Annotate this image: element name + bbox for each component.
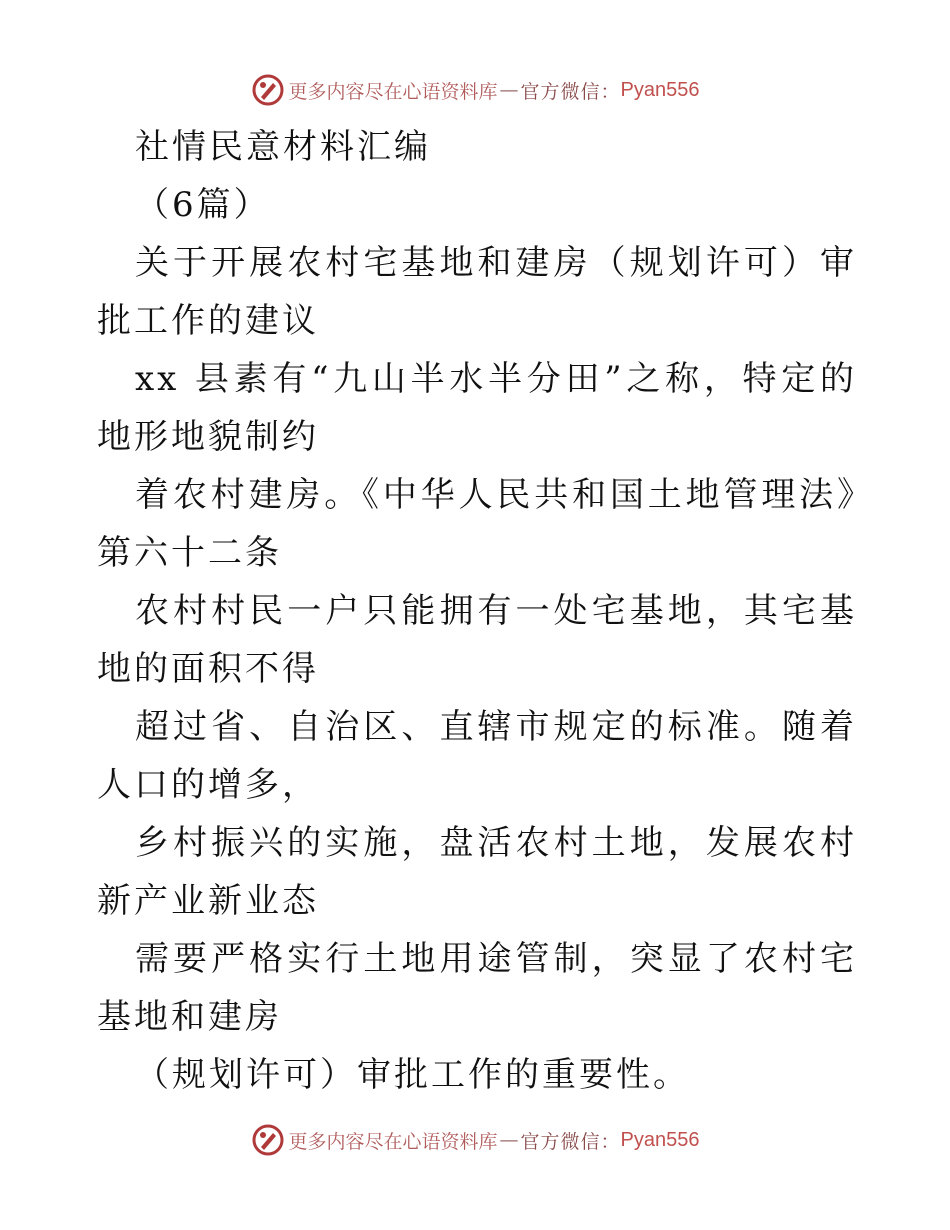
wechat-id: Pyan556	[620, 78, 700, 101]
article-title: 关于开展农村宅基地和建房（规划许可）审批工作的建议	[97, 243, 857, 341]
paragraph-line: （规划许可）审批工作的重要性。	[135, 1055, 690, 1095]
logo-icon	[251, 1123, 285, 1157]
doc-title: 社情民意材料汇编	[135, 127, 431, 167]
paragraph-line: 着农村建房。《中华人民共和国土地管理法》第六十二条	[97, 475, 857, 573]
separator: —	[499, 79, 519, 101]
wechat-label: 官方微信：	[520, 1130, 621, 1153]
footer-banner	[0, 1120, 950, 1160]
doc-subtitle: （6篇）	[135, 185, 271, 225]
paragraph-line: xx 县素有“九山半水半分田”之称，特定的地形地貌制约	[97, 359, 857, 457]
logo-icon	[251, 73, 285, 107]
wechat-label: 官方微信：	[520, 80, 621, 103]
paragraph-line: 乡村振兴的实施，盘活农村土地，发展农村新产业新业态	[97, 823, 857, 921]
separator: —	[499, 1129, 519, 1151]
header-banner	[0, 70, 950, 110]
site-text: 更多内容尽在心语资料库	[288, 80, 498, 103]
wechat-id: Pyan556	[620, 1128, 700, 1151]
site-text: 更多内容尽在心语资料库	[288, 1130, 498, 1153]
paragraph-line: 需要严格实行土地用途管制，突显了农村宅基地和建房	[97, 939, 857, 1037]
document-body	[97, 118, 857, 1104]
paragraph-line: 超过省、自治区、直辖市规定的标准。随着人口的增多，	[97, 707, 857, 805]
paragraph-line: 农村村民一户只能拥有一处宅基地，其宅基地的面积不得	[97, 591, 857, 689]
